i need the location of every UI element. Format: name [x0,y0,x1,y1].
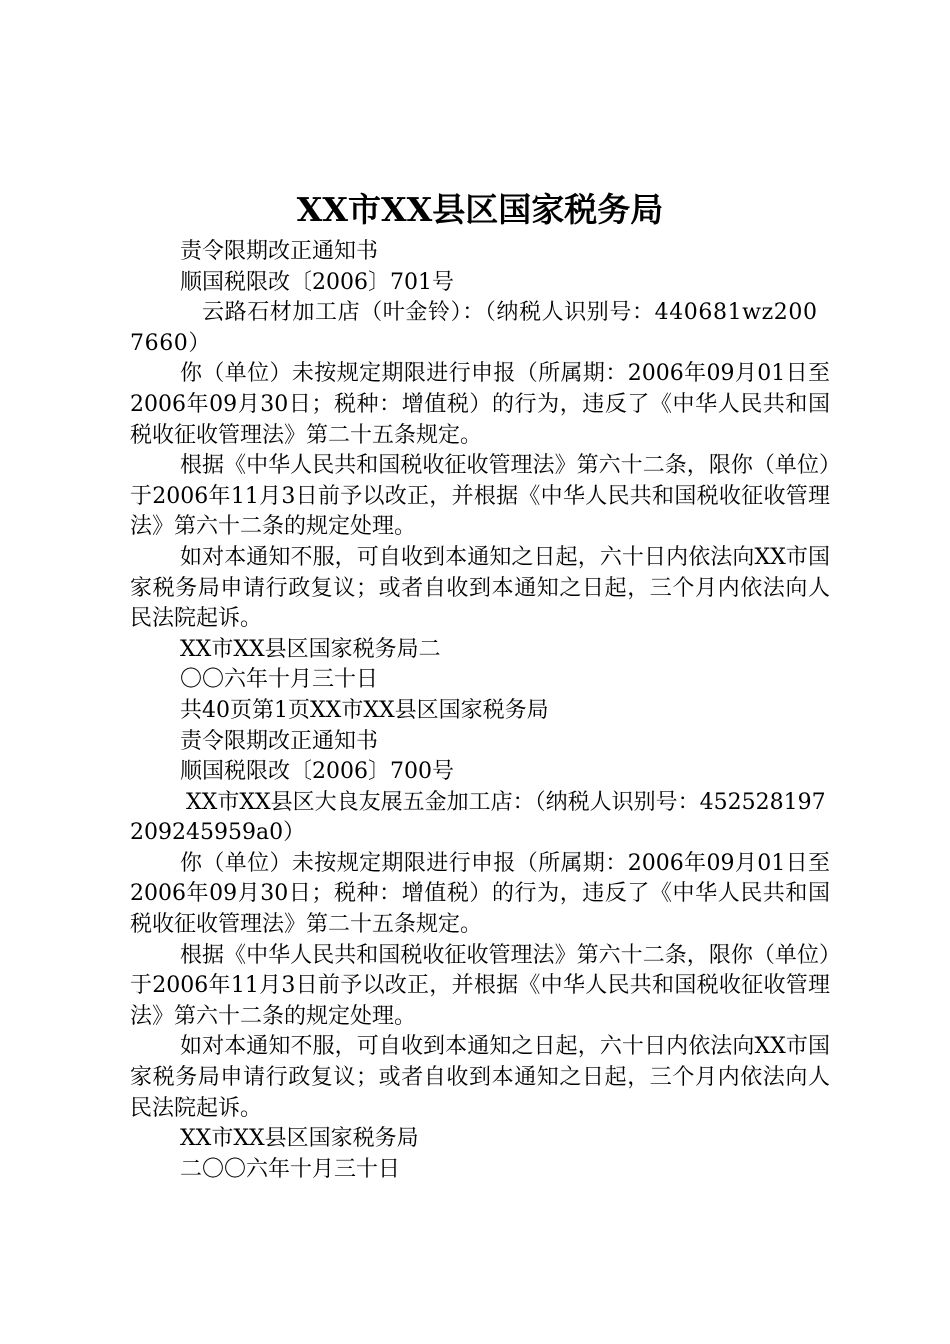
document-title: XX市XX县区国家税务局 [296,190,664,229]
notice-700 [130,727,830,1186]
notice-number: 顺国税限改〔2006〕701号 [180,269,454,295]
notice-paragraph-violation: 你（单位）未按规定期限进行申报（所属期：2006年09月01日至2006年09月30日；税种：增值税）的行为，违反了《中华人民共和国税收征收管理法》第二十五条规定。 [130,850,830,938]
notice-type: 责令限期改正通知书 [180,728,379,754]
notice-addressee: 云路石材加工店（叶金铃）：（纳税人识别号：440681wz2007660） [130,300,818,356]
notice-addressee: XX市XX县区大良友展五金加工店：（纳税人识别号：452528197209245959a0） [130,789,826,846]
notice-701 [130,237,830,696]
notice-date: 〇〇六年十月三十日 [180,667,379,693]
notice-paragraph-appeal: 如对本通知不服，可自收到本通知之日起，六十日内依法向XX市国家税务局申请行政复议；或者自收到本通知之日起，三个月内依法向人民法院起诉。 [130,544,830,632]
page-footer: 共40页第1页XX市XX县区国家税务局 [180,697,549,723]
notice-signature: XX市XX县区国家税务局 [180,1126,419,1152]
notice-number: 顺国税限改〔2006〕700号 [180,759,454,785]
notice-signature: XX市XX县区国家税务局二 [180,636,441,662]
notice-paragraph-correction: 根据《中华人民共和国税收征收管理法》第六十二条，限你（单位）于2006年11月3日前予以改正，并根据《中华人民共和国税收征收管理法》第六十二条的规定处理。 [130,453,830,540]
document-page [130,186,830,1185]
notice-paragraph-appeal: 如对本通知不服，可自收到本通知之日起，六十日内依法向XX市国家税务局申请行政复议；或者自收到本通知之日起，三个月内依法向人民法院起诉。 [130,1034,830,1121]
notice-paragraph-violation: 你（单位）未按规定期限进行申报（所属期：2006年09月01日至2006年09月30日；税种：增值税）的行为，违反了《中华人民共和国税收征收管理法》第二十五条规定。 [130,361,830,448]
notice-date: 二〇〇六年十月三十日 [180,1156,401,1182]
notice-paragraph-correction: 根据《中华人民共和国税收征收管理法》第六十二条，限你（单位）于2006年11月3日前予以改正，并根据《中华人民共和国税收征收管理法》第六十二条的规定处理。 [130,942,830,1029]
notice-type: 责令限期改正通知书 [180,239,379,264]
